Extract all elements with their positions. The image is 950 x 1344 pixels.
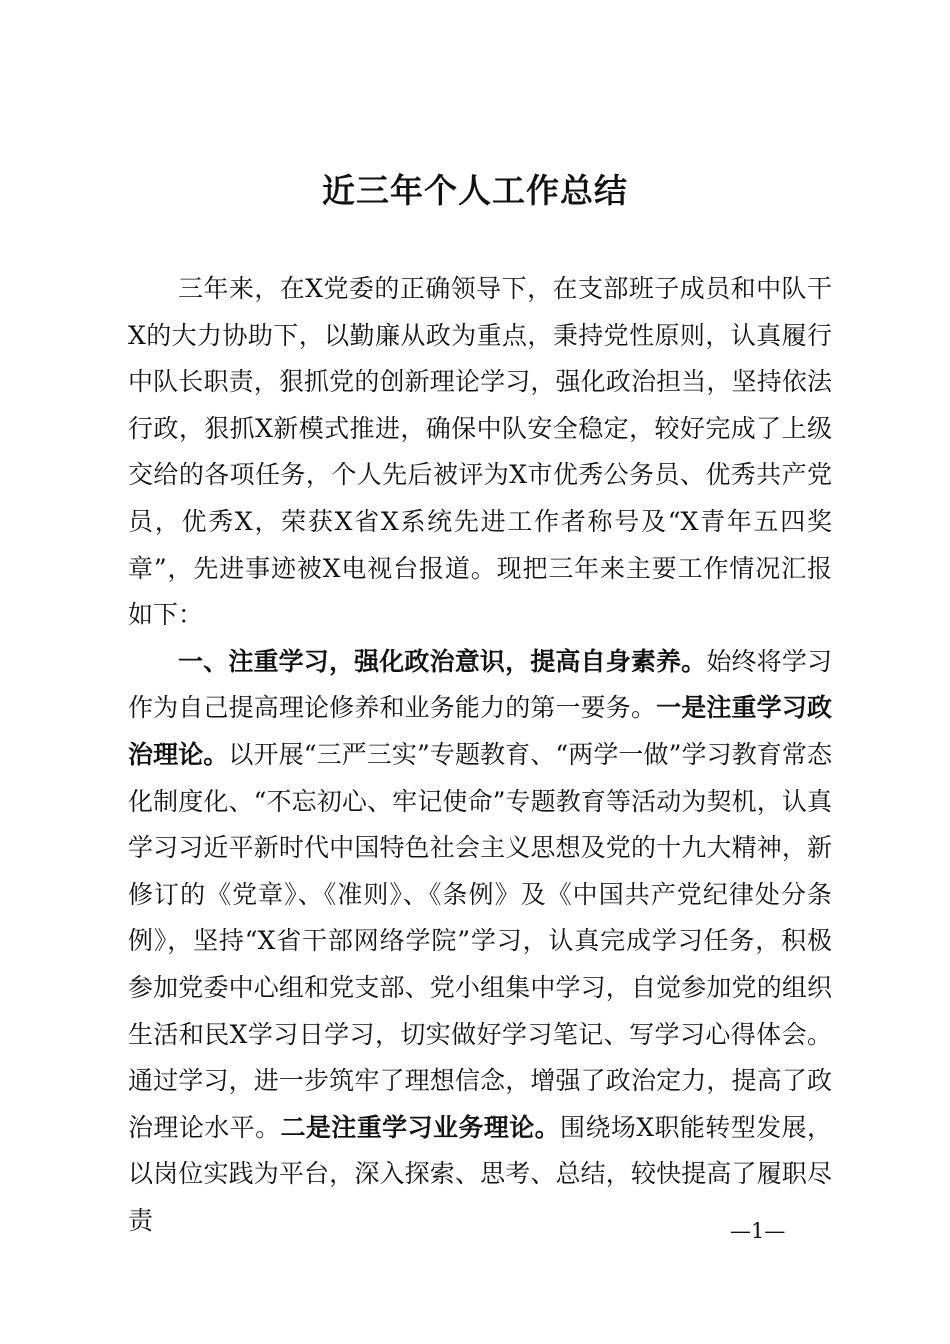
paragraph-text: 围绕场X职能转型发展，以岗位实践为平台，深入探索、思考、总结，较快提高了履职尽责	[128, 1112, 832, 1235]
paragraph-intro	[128, 266, 832, 639]
section-heading: 一、注重学习，强化政治意识，提高自身素养。	[178, 646, 707, 676]
paragraph-section-one	[128, 639, 832, 1245]
subpoint-heading: 一是注重学习政治理论。	[128, 693, 832, 769]
paragraph-text: 三年来，在X党委的正确领导下，在支部班子成员和中队干X的大力协助下，以勤廉从政为重点，秉持党性原则，认真履行中队长职责，狠抓党的创新理论学习，强化政治担当，坚持依法行政，狠抓X新模式推进，确保中队安全稳定，较好完成了上级交给的各项任务，个人先后被评为X市优秀公务员、优秀共产党员，优秀X，荣获X省X系统先进工作者称号及“X青年五四奖章”，先进事迹被X电视台报道。现把三年来主要工作情况汇报如下：	[128, 274, 832, 630]
page-number: —1—	[730, 1219, 786, 1243]
document-body	[128, 266, 832, 1244]
subpoint-heading: 二是注重学习业务理论。	[280, 1112, 561, 1142]
paragraph-text: 始终将学习作为自己提高理论修养和业务能力的第一要务。	[128, 646, 832, 723]
document-title: 近三年个人工作总结	[322, 171, 628, 210]
paragraph-text: 以开展“三严三实”专题教育、“两学一做”学习教育常态化制度化、“不忘初心、牢记使命”专题教育等活动为契机，认真学习习近平新时代中国特色社会主义思想及党的十九大精神，新修订的《党章》、《准则》、《条例》及《中国共产党纪律处分条例》，坚持“X省干部网络学院”学习，认真完成学习任务，积极参加党委中心组和党支部、党小组集中学习，自觉参加党的组织生活和民X学习日学习，切实做好学习笔记、写学习心得体会。通过学习，进一步筑牢了理想信念，增强了政治定力，提高了政治理论水平。	[128, 739, 832, 1142]
